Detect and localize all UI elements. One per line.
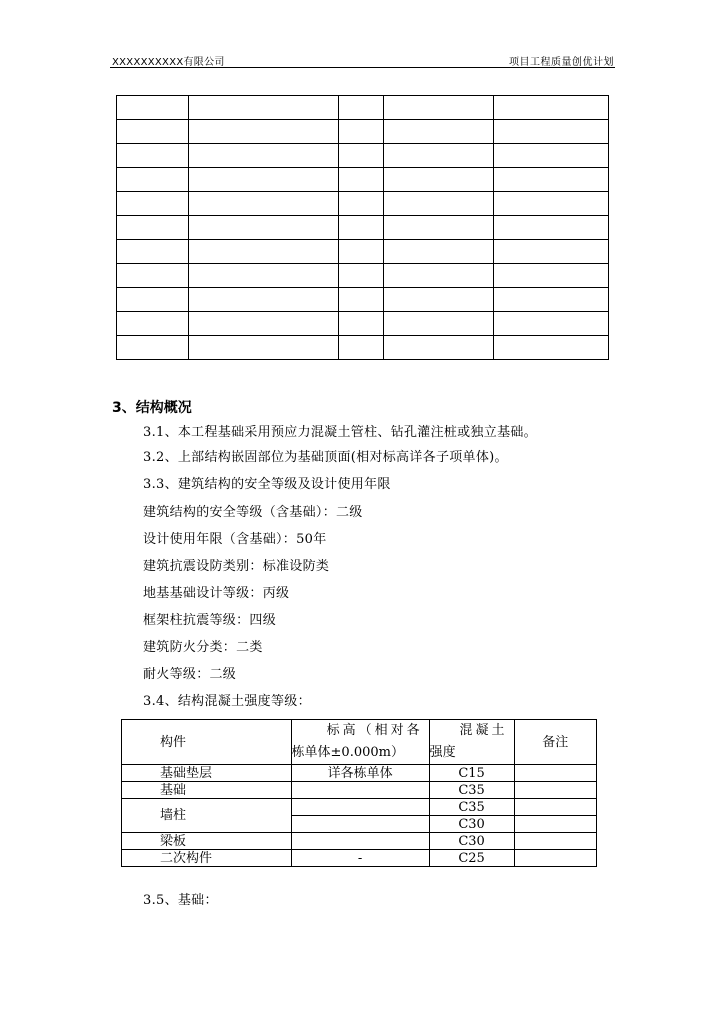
table-cell [494, 288, 609, 312]
table-cell [384, 96, 494, 120]
section-title: 3、结构概况 [112, 400, 192, 416]
table-cell [494, 168, 609, 192]
paragraph: 耐火等级：二级 [143, 667, 237, 682]
cell-remark [514, 833, 596, 850]
table-cell [338, 240, 384, 264]
paragraph: 建筑结构的安全等级（含基础）：二级 [143, 505, 363, 520]
table-cell [494, 240, 609, 264]
cell-strength: C30 [429, 833, 514, 850]
table-cell [338, 144, 384, 168]
header-elevation-line1: 标高（相对各 [326, 723, 423, 738]
empty-table [116, 95, 609, 360]
table-cell [384, 264, 494, 288]
table-cell [384, 192, 494, 216]
table-row [117, 336, 609, 360]
cell-remark [514, 850, 596, 867]
table-cell [338, 312, 384, 336]
table-cell [384, 312, 494, 336]
header-elevation-line2: 栋单体±0.000m） [291, 745, 404, 760]
table-cell [494, 216, 609, 240]
table-row [122, 850, 597, 867]
table-cell [188, 336, 338, 360]
table-cell [188, 168, 338, 192]
cell-member: 基础垫层 [122, 765, 292, 782]
cell-member: 二次构件 [122, 850, 292, 867]
table-row [117, 312, 609, 336]
header-strength-line2: 强度 [429, 745, 456, 760]
table-cell [384, 336, 494, 360]
paragraph: 框架柱抗震等级：四级 [143, 613, 277, 628]
table-cell [384, 288, 494, 312]
header-strength [429, 720, 514, 765]
table-cell [494, 312, 609, 336]
table-cell [494, 120, 609, 144]
table-row [117, 144, 609, 168]
table-cell [188, 240, 338, 264]
table-cell [117, 192, 189, 216]
table-cell [338, 120, 384, 144]
table-cell [188, 192, 338, 216]
table-row [117, 288, 609, 312]
table-cell [338, 168, 384, 192]
table-cell [384, 168, 494, 192]
next-heading: 3.5、基础： [143, 893, 218, 908]
document-title: 项目工程质量创优计划 [509, 57, 614, 68]
table-row [117, 168, 609, 192]
cell-elevation [291, 799, 429, 816]
table-cell [188, 312, 338, 336]
paragraph: 3.3、建筑结构的安全等级及设计使用年限 [143, 477, 391, 492]
table-cell [188, 96, 338, 120]
cell-elevation [291, 833, 429, 850]
cell-elevation [291, 782, 429, 799]
header-member: 构件 [122, 720, 292, 765]
table-cell [117, 144, 189, 168]
table-row [117, 216, 609, 240]
table-cell [117, 240, 189, 264]
table-cell [117, 216, 189, 240]
cell-member: 基础 [122, 782, 292, 799]
table-cell [494, 336, 609, 360]
header-divider [110, 67, 615, 68]
table-cell [117, 96, 189, 120]
table-cell [117, 264, 189, 288]
table-row [122, 833, 597, 850]
table-cell [384, 216, 494, 240]
table-cell [338, 336, 384, 360]
paragraph: 3.1、本工程基础采用预应力混凝土管柱、钻孔灌注桩或独立基础。 [143, 425, 537, 440]
table-cell [188, 120, 338, 144]
paragraph: 地基基础设计等级：丙级 [143, 586, 290, 601]
table-cell [117, 336, 189, 360]
cell-elevation [291, 816, 429, 833]
table-cell [384, 144, 494, 168]
header-remark: 备注 [514, 720, 596, 765]
table-cell [117, 168, 189, 192]
cell-strength: C35 [429, 782, 514, 799]
paragraph: 3.2、上部结构嵌固部位为基础顶面(相对标高详各子项单体)。 [143, 450, 508, 465]
table-cell [338, 288, 384, 312]
table-cell [188, 264, 338, 288]
cell-remark [514, 765, 596, 782]
table-row [122, 799, 597, 816]
paragraph: 设计使用年限（含基础）：50年 [143, 532, 327, 547]
header-strength-line1: 混凝土 [459, 723, 508, 738]
table-row [117, 192, 609, 216]
table-cell [117, 288, 189, 312]
table-cell [384, 240, 494, 264]
table-cell [338, 96, 384, 120]
table-cell [494, 96, 609, 120]
table-cell [117, 120, 189, 144]
cell-remark [514, 799, 596, 816]
table-cell [494, 144, 609, 168]
cell-member: 墙柱 [122, 799, 292, 833]
table-cell [188, 144, 338, 168]
table-row [117, 264, 609, 288]
paragraph: 建筑抗震设防类别：标准设防类 [143, 559, 330, 574]
table-cell [494, 192, 609, 216]
header-elevation [291, 720, 429, 765]
cell-strength: C25 [429, 850, 514, 867]
table-cell [338, 192, 384, 216]
table-cell [338, 216, 384, 240]
cell-member: 梁板 [122, 833, 292, 850]
table-row [117, 120, 609, 144]
table-cell [117, 312, 189, 336]
table-cell [384, 120, 494, 144]
table-row [117, 96, 609, 120]
company-name: XXXXXXXXXX有限公司 [112, 57, 225, 68]
table-cell [188, 288, 338, 312]
cell-strength: C35 [429, 799, 514, 816]
paragraph: 建筑防火分类：二类 [143, 640, 263, 655]
table-cell [338, 264, 384, 288]
cell-elevation: - [291, 850, 429, 867]
cell-elevation: 详各栋单体 [291, 765, 429, 782]
cell-remark [514, 782, 596, 799]
cell-strength: C30 [429, 816, 514, 833]
concrete-strength-table [121, 719, 597, 867]
paragraph: 3.4、结构混凝土强度等级： [143, 694, 311, 709]
table-cell [494, 264, 609, 288]
table-row [122, 782, 597, 799]
cell-remark [514, 816, 596, 833]
cell-strength: C15 [429, 765, 514, 782]
table-row [117, 240, 609, 264]
table-row [122, 765, 597, 782]
table-cell [188, 216, 338, 240]
